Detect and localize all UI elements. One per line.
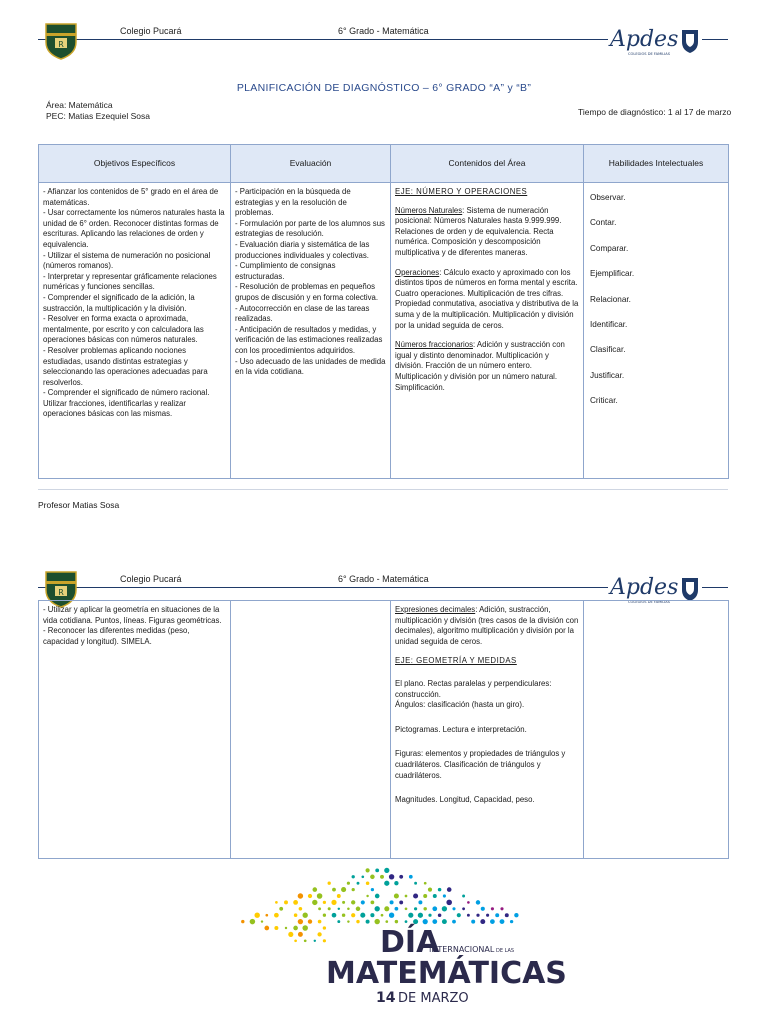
geometry-item: Figuras: elementos y propiedades de triángulos y cuadriláteros. Clasificación de triángulos y cuadriláteros.: [395, 749, 566, 780]
skill-item: Ejemplificar.: [590, 269, 635, 279]
content-decimals: [395, 605, 579, 647]
content-topic-title: Números Naturales: [395, 205, 463, 215]
poster-day: 14: [376, 990, 396, 1006]
table-row: [39, 183, 729, 479]
header-evaluation: Evaluación: [231, 145, 391, 183]
brand-tagline: COLEGIOS DE FAMILIAS: [628, 600, 671, 604]
objective-item: - Interpretar y representar gráficamente relaciones numéricas y funciones sencillas.: [43, 271, 217, 292]
content-topic-text: : Sistema de numeración posicional: Números Naturales hasta 9.999.999. Relaciones de orden y de equivalencia. Recta numérica. Composición y descomposición multiplicativa y de diferentes maneras.: [395, 205, 562, 257]
brand-name: Apdes: [610, 575, 679, 600]
objective-item: - Comprender el significado de número racional. Utilizar fracciones, identificarlas y realizar operaciones básicas con las mismas.: [43, 388, 210, 419]
evaluation-item: - Autocorrección en clase de las tareas realizadas.: [235, 303, 370, 324]
content-topic-title: Números fraccionarios: [395, 340, 473, 350]
header-rule: [38, 587, 608, 588]
skill-item: Justificar.: [590, 370, 625, 380]
axis-heading-numbers: EJE: NÚMERO Y OPERACIONES: [395, 187, 528, 196]
skill-item: Observar.: [590, 193, 626, 202]
brand-tagline: COLEGIOS DE FAMILIAS: [628, 52, 671, 56]
poster-de-las: DE LAS: [496, 948, 515, 954]
content-topic-text: : Cálculo exacto y aproximado con los distintos tipos de números en forma mental y escrita.: [395, 267, 578, 288]
evaluation-cell: [231, 183, 391, 479]
evaluation-item: - Cumplimiento de consignas estructuradas.: [235, 261, 336, 281]
school-name: Colegio Pucará: [120, 26, 182, 36]
table-header-row: [39, 145, 729, 183]
objective-item: - Afianzar los contenidos de 5° grado en el área de matemáticas.: [43, 187, 219, 207]
skill-item: Comparar.: [590, 243, 629, 253]
content-topic-text: : Adición, sustracción, multiplicación y división (tres casos de la división con decimales), algoritmo multiplicación y división por la unidad seguida de ceros.: [395, 605, 579, 646]
header-skills: Habilidades Intelectuales: [584, 145, 729, 183]
axis-heading-geometry: EJE: GEOMETRÍA Y MEDIDAS: [395, 656, 517, 666]
contents-cell: [391, 183, 584, 479]
objective-item: - Usar correctamente los números naturales hasta la unidad de 6° orden. Reconocer distintas formas de escrituras. Aplicando las relaciones de orden y equivalencia.: [43, 208, 225, 249]
header-rule-right: [702, 587, 728, 588]
evaluation-item: - Participación en la búsqueda de estrategias y en la resolución de problemas.: [235, 187, 351, 218]
objective-item: - Comprender el significado de la adición, la sustracción, la multiplicación y la división.: [43, 292, 195, 313]
content-natural-numbers: [395, 206, 579, 259]
geometry-item: Magnitudes. Longitud, Capacidad, peso.: [395, 795, 535, 805]
objective-item: - Utilizar y aplicar la geometría en situaciones de la vida cotidiana. Puntos, líneas. Figuras geométricas.: [43, 605, 222, 625]
content-operations: [395, 268, 579, 289]
diagnostic-period: Tiempo de diagnóstico: 1 al 17 de marzo: [578, 107, 732, 117]
objectives-cell: [39, 601, 231, 859]
evaluation-item: - Formulación por parte de los alumnos sus estrategias de resolución.: [235, 218, 385, 239]
apdes-logo-icon: [604, 20, 704, 60]
document-title: PLANIFICACIÓN DE DIAGNÓSTICO – 6° GRADO “A” y “B”: [236, 82, 532, 94]
evaluation-cell: [231, 601, 391, 859]
objective-item: - Resolver problemas aplicando nociones estudiadas, usando distintas estrategias y seleccionando las operaciones adecuadas para resolverlos.: [43, 345, 208, 387]
header-objectives: Objetivos Específicos: [39, 145, 231, 183]
content-topic-title: Expresiones decimales: [395, 605, 476, 614]
evaluation-item: - Anticipación de resultados y medidas, y verificación de las estimaciones realizadas con los procedimientos adquiridos.: [235, 324, 383, 355]
planning-table: [38, 144, 729, 479]
page1-header: [0, 20, 768, 60]
svg-text:R: R: [58, 588, 64, 597]
grade-label: 6° Grado - Matemática: [338, 574, 429, 584]
geometry-item: Pictogramas. Lectura e interpretación.: [395, 724, 527, 734]
geometry-item: Ángulos: clasificación (hasta un giro).: [395, 700, 525, 710]
grade-label: 6° Grado - Matemática: [338, 26, 429, 36]
poster-matematicas: MATEMÁTICAS: [326, 956, 567, 991]
evaluation-item: - Evaluación diaria y sistemática de las producciones individuales y colectivas.: [235, 239, 370, 260]
brand-name: Apdes: [610, 27, 679, 52]
pec-label: PEC: Matias Ezequiel Sosa: [46, 111, 150, 121]
header-rule: [38, 39, 608, 40]
evaluation-item: - Uso adecuado de las unidades de medida en la vida cotidiana.: [235, 356, 386, 377]
header-rule-right: [702, 39, 728, 40]
objective-item: - Utilizar el sistema de numeración no posicional (números romanos).: [43, 250, 211, 271]
skill-item: Criticar.: [590, 396, 618, 406]
content-fractions: [395, 340, 579, 393]
content-topic-text: : Adición y sustracción con igual y distinto denominador. Multiplicación y división. Fracción de un número entero. Multiplicación y división por un número natural. Simplificación.: [395, 340, 565, 392]
objective-item: - Reconocer las diferentes medidas (peso, capacidad y longitud). SIMELA.: [43, 626, 190, 646]
skill-item: Clasificar.: [590, 345, 626, 355]
content-topic-title: Operaciones: [395, 267, 440, 277]
math-day-poster: [230, 858, 567, 1008]
skill-item: Contar.: [590, 218, 617, 228]
objectives-cell: [39, 183, 231, 479]
objective-item: - Resolver en forma exacta o aproximada, mentalmente, por escrito y con calculadora las operaciones básicas con números naturales.: [43, 314, 204, 345]
content-operations-detail: Cuatro operaciones. Multiplicación de tres cifras. Propiedad conmutativa, asociativa y distributiva de la suma y de la multiplicación. Multiplicación y división por la unidad seguida de ceros.: [395, 288, 579, 330]
skills-cell: [584, 183, 729, 479]
teacher-signature-line: Profesor Matias Sosa: [38, 500, 120, 510]
header-contents: Contenidos del Área: [391, 145, 584, 183]
poster-month: DE MARZO: [398, 991, 469, 1006]
poster-dia: DÍA: [380, 925, 440, 960]
planning-table-continued: [38, 600, 729, 859]
geometry-item: El plano. Rectas paralelas y perpendiculares: construcción.: [395, 678, 552, 699]
contents-cell: [391, 601, 584, 859]
svg-text:R: R: [58, 40, 64, 49]
evaluation-item: - Resolución de problemas en pequeños grupos de discusión y en forma colectiva.: [235, 282, 379, 302]
page-divider: [38, 489, 728, 490]
table-row: [39, 601, 729, 859]
skills-cell: [584, 601, 729, 859]
school-name: Colegio Pucará: [120, 574, 182, 584]
area-label: Área: Matemática: [46, 100, 113, 110]
poster-internacional: INTERNACIONAL: [429, 945, 495, 954]
skill-item: Identificar.: [590, 319, 628, 329]
skill-item: Relacionar.: [590, 294, 631, 304]
school-crest-icon: [44, 20, 78, 60]
